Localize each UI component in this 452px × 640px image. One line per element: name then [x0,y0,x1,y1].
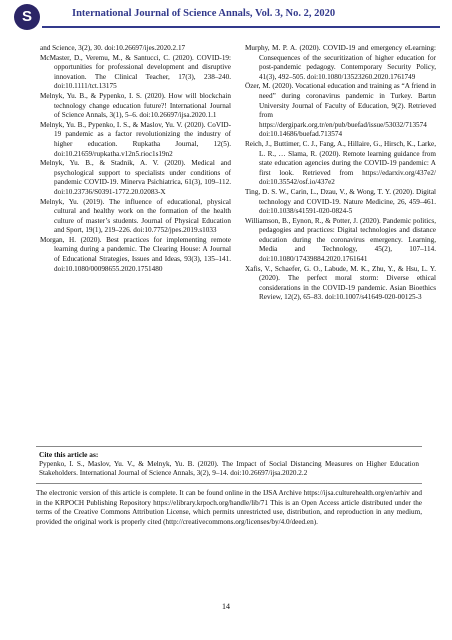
reference-item: Williamson, B., Eynon, R., & Potter, J. (2020). Pandemic politics, pedagogies and practices: Digital technologies and distance education during the coronavirus emergency. Learning, Media and Technology, 45(2), 107–114. doi:10.1080/17439884.2020.1761641 [245,216,436,264]
citation-heading: Cite this article as: [39,450,99,459]
reference-item: Reich, J., Buttimer, C. J., Fang, A., Hillaire, G., Hirsch, K., Larke, L. R., … Slama, R. (2020). Remote learning guidance from state education agencies during the COVID-19 pandemic: A first look. Retrieved from https://edarxiv.org/437e2/ doi:10.35542/osf.io/437e2 [245,139,436,187]
reference-item: Melnyk, Yu. B., Pypenko, I. S., & Maslov, Yu. V. (2020). CoVID-19 pandemic as a factor revolutionizing the industry of higher education. Rupkatha Journal, 12(5). doi:10.21659/rupkatha.v12n5.rioc1s19n2 [40,120,231,158]
reference-item: Melnyk, Yu. B., & Stadnik, A. V. (2020). Medical and psychological support to specialists under conditions of pandemic COVID-19. Minerva Psichiatrica, 61(3), 109–112. doi:10.23736/S0391-1772.20.02083-X [40,159,231,196]
reference-item: Ting, D. S. W., Carin, L., Dzau, V., & Wong, T. Y. (2020). Digital technology and COVID-19. Nature Medicine, 26, 459–461. doi:10.1038/s41591-020-0824-5 [245,187,436,216]
reference-item: Melnyk, Yu. (2019). The influence of educational, physical cultural and healthy work on the formation of the health culture of master’s students. Journal of Physical Education and Sport, 19(1), 219–226. doi:10.7752/jpes.2019.s1033 [40,197,231,235]
reference-item: Murphy, M. P. A. (2020). COVID-19 and emergency eLearning: Consequences of the securitization of higher education for post-pandemic pedagogy. Contemporary Security Policy, 41(3), 492–505. doi:10.1080/13523260.2020.1761749 [245,44,436,81]
reference-item: Xafis, V., Schaefer, G. O., Labude, M. K., Zhu, Y., & Hsu, L. Y. (2020). The perfect moral storm: Diverse ethical considerations in the COVID-19 pandemic. Asian Bioethics Review, 12(2), 65–83. doi:10.1007/s41649-020-00125-3 [245,264,436,302]
page-header [12,4,440,34]
reference-item: Morgan, H. (2020). Best practices for implementing remote learning during a pandemic. The Clearing House: A Journal of Educational Strategies, Issues and Ideas, 93(3), 135–141. doi:10.1080/00098655.2020.1751480 [40,235,231,273]
reference-item: Özer, M. (2020). Vocational education and training as “A friend in need” during coronavirus pandemic in Turkey. Bartın University Journal of Faculty of Education, 9(2). Retrieved from https://dergipark.org.tr/en/pub/buefad/issue/53032/713574 doi:10.14686/buefad.713574 [245,82,436,139]
license-notice: The electronic version of this article is complete. It can be found online in the IJSA Archive https://ijsa.culturehealth.org/en/arhiv and in the KRPOCH Publishing Repository https://elibrary.krpoch.org/handle/lib/71 This is an Open Access article distributed under the terms of the Creative Commons Attribution License, which permits unrestricted use, distribution, and reproduction in any medium, provided the original work is properly cited (http://creativecommons.org/licenses/by/4.0/deed.en). [36,489,422,526]
references-right-column [245,44,436,303]
header-rule [42,26,440,28]
reference-item: Melnyk, Yu. B., & Pypenko, I. S. (2020). How will blockchain technology change education future?! International Journal of Science Annals, 3(1), 5–6. doi:10.26697/ijsa.2020.1.1 [40,91,231,120]
citation-text: Pypenko, I. S., Maslov, Yu. V., & Melnyk, Yu. B. (2020). The Impact of Social Distancing Measures on Higher Education Stakeholders. International Journal of Science Annals, 3(2), 9–14. doi:10.26697/ijsa.2020.2.2 [39,460,419,478]
page-number: 14 [222,602,230,611]
references-left-column [40,44,231,274]
citation-box [36,446,422,484]
journal-title: International Journal of Science Annals, Vol. 3, No. 2, 2020 [72,8,336,19]
reference-item: McMaster, D., Veremu, M., & Santucci, C. (2020). COVID-19: opportunities for professional development and disruptive innovation. The Clinical Teacher, 17(3), 238–240. doi:10.1111/tct.13175 [40,53,231,91]
journal-logo: S [14,4,40,30]
reference-item: and Science, 3(2), 30. doi:10.26697/ijes.2020.2.17 [40,44,186,52]
